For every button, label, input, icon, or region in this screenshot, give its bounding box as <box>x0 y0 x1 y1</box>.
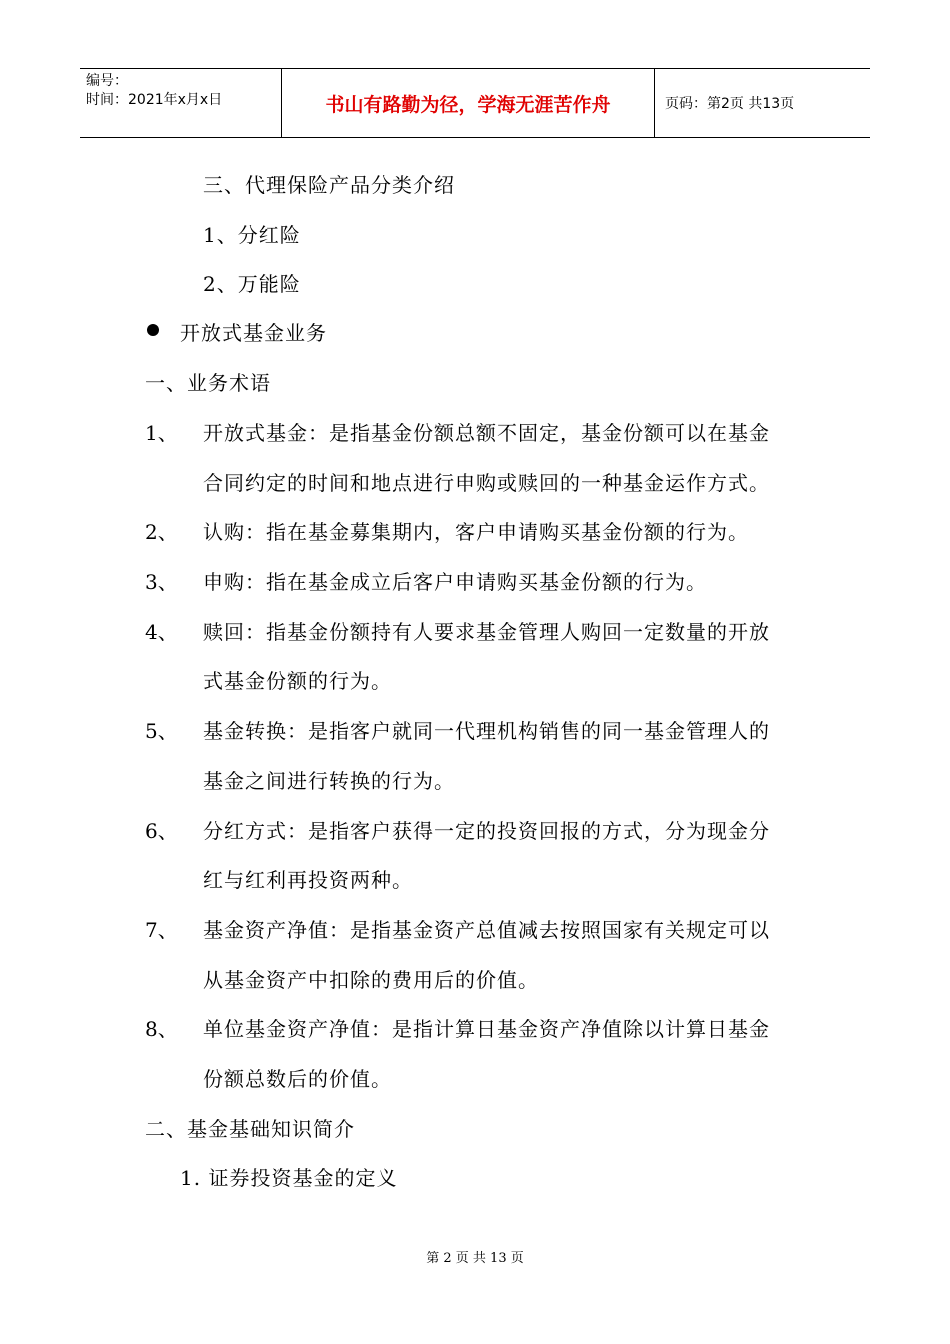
bullet-heading: 开放式基金业务 <box>180 321 327 345</box>
term-number: 8、 <box>145 1017 178 1041</box>
term-number: 6、 <box>145 819 178 843</box>
term-line: 单位基金资产净值：是指计算日基金资产净值除以计算日基金 <box>203 1017 770 1041</box>
section3-title: 三、代理保险产品分类介绍 <box>203 173 455 197</box>
section3-item-2: 2、万能险 <box>203 272 301 296</box>
term-line: 分红方式：是指客户获得一定的投资回报的方式，分为现金分 <box>203 819 770 843</box>
term-line: 基金转换：是指客户就同一代理机构销售的同一基金管理人的 <box>203 719 770 743</box>
term-line: 合同约定的时间和地点进行申购或赎回的一种基金运作方式。 <box>203 471 770 495</box>
term-line: 认购：指在基金募集期内，客户申请购买基金份额的行为。 <box>203 520 749 544</box>
page-header <box>80 68 870 138</box>
term-number: 7、 <box>145 918 178 942</box>
term-number: 3、 <box>145 570 178 594</box>
section3-item-1: 1、分红险 <box>203 223 301 247</box>
header-page-info: 页码：第2页 共13页 <box>665 96 795 112</box>
part1-title: 一、业务术语 <box>145 371 271 395</box>
date-label: 时间：2021年x月x日 <box>86 92 223 108</box>
term-line: 基金之间进行转换的行为。 <box>203 769 455 793</box>
term-line: 基金资产净值：是指基金资产总值减去按照国家有关规定可以 <box>203 918 770 942</box>
term-number: 2、 <box>145 520 178 544</box>
term-number: 5、 <box>145 719 178 743</box>
page-footer: 第 2 页 共 13 页 <box>426 1251 524 1266</box>
serial-label: 编号： <box>86 73 128 89</box>
part2-title: 二、基金基础知识简介 <box>145 1117 355 1141</box>
term-line: 红与红利再投资两种。 <box>203 868 413 892</box>
term-line: 申购：指在基金成立后客户申请购买基金份额的行为。 <box>203 570 707 594</box>
term-number: 4、 <box>145 620 178 644</box>
part2-item-1: 1. 证券投资基金的定义 <box>180 1166 398 1190</box>
term-line: 份额总数后的价值。 <box>203 1067 392 1091</box>
term-number: 1、 <box>145 421 178 445</box>
bullet-icon <box>147 324 159 336</box>
term-line: 式基金份额的行为。 <box>203 669 392 693</box>
term-line: 从基金资产中扣除的费用后的价值。 <box>203 968 539 992</box>
header-meta <box>80 69 282 137</box>
term-line: 开放式基金：是指基金份额总额不固定，基金份额可以在基金 <box>203 421 770 445</box>
header-motto: 书山有路勤为径，学海无涯苦作舟 <box>282 69 655 137</box>
term-line: 赎回：指基金份额持有人要求基金管理人购回一定数量的开放 <box>203 620 770 644</box>
